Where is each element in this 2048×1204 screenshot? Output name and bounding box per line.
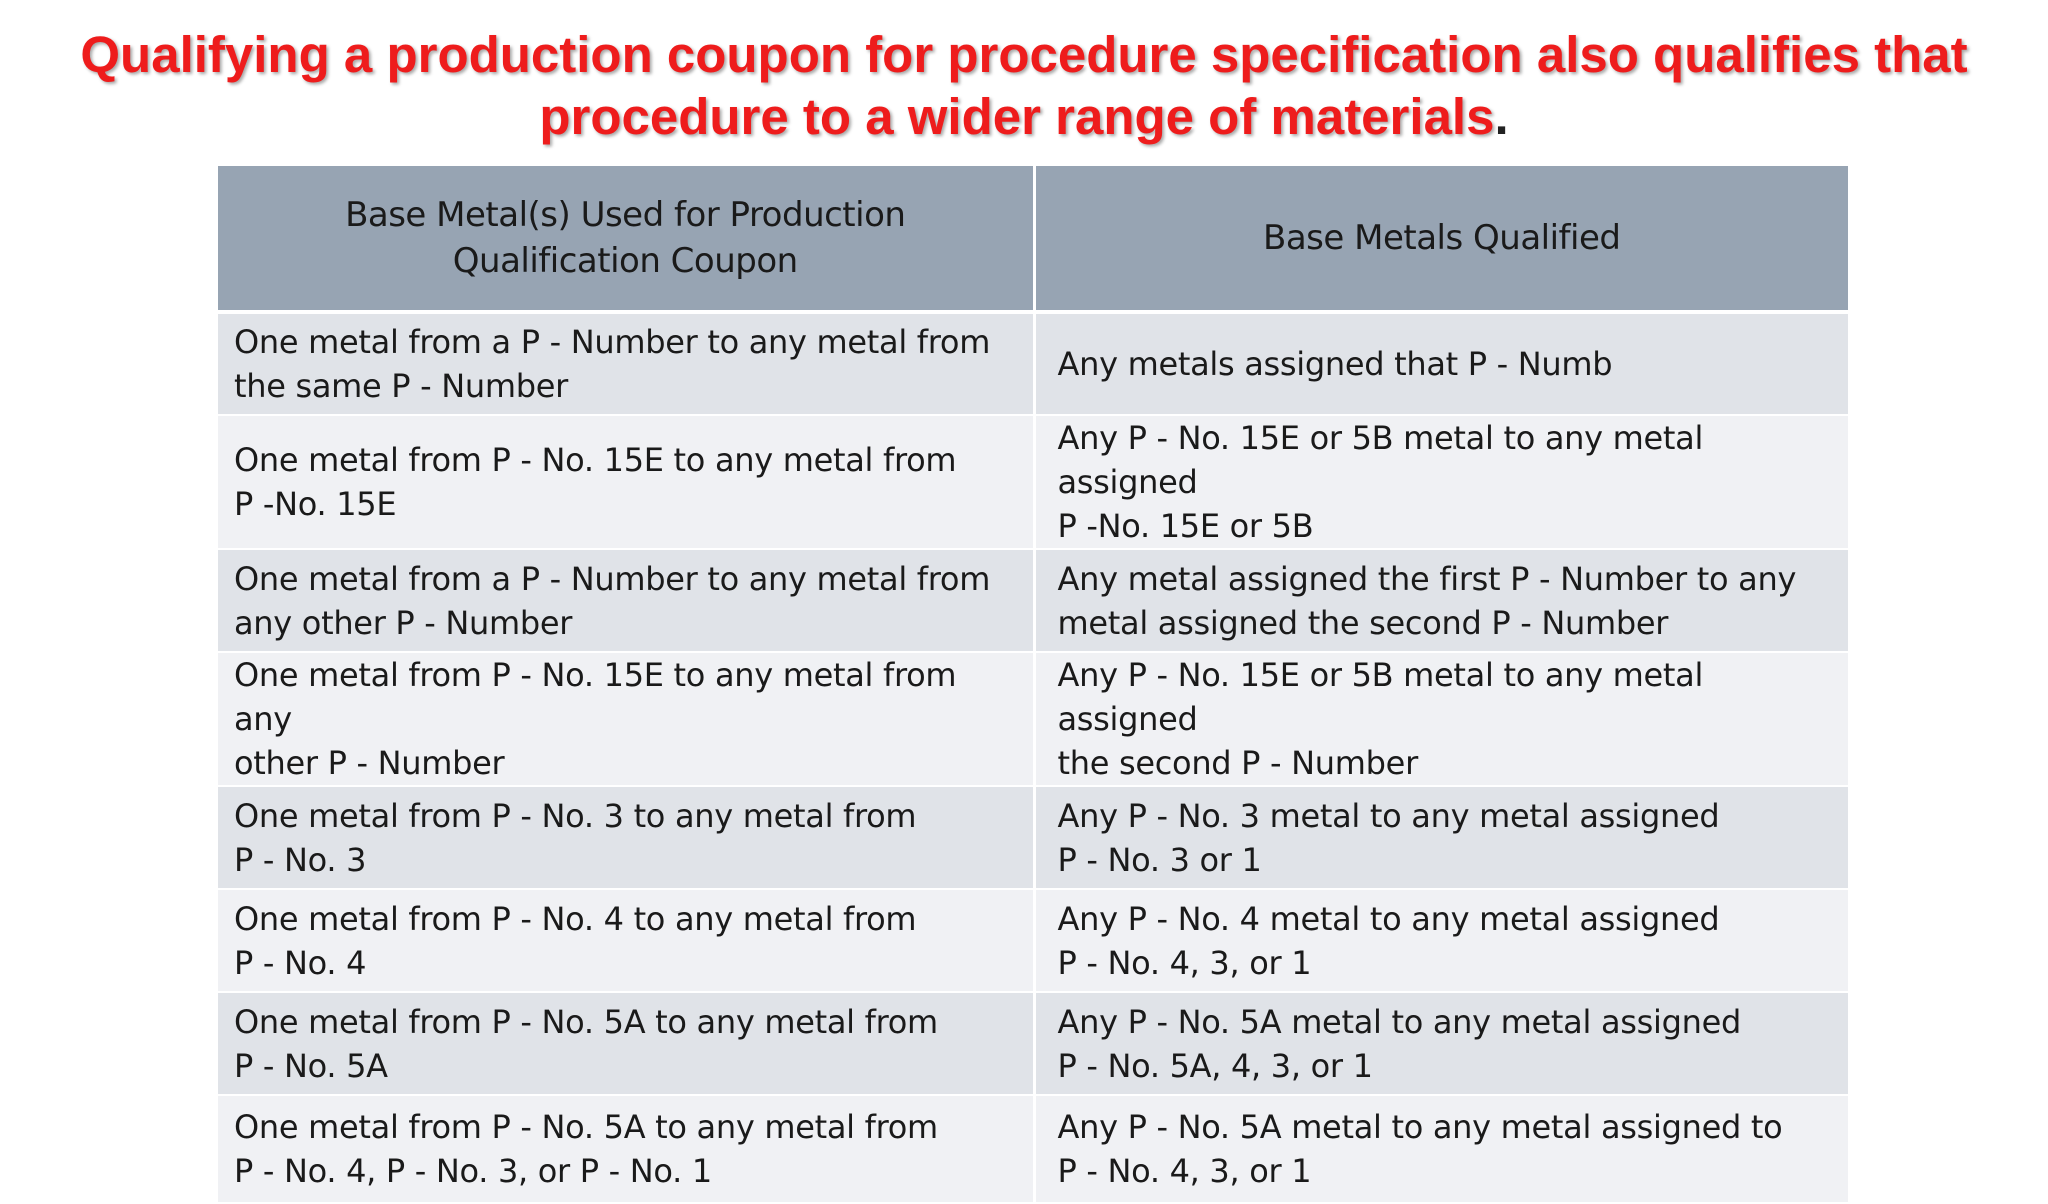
slide-title-period: . [1494, 88, 1509, 145]
coupon-cell: One metal from a P - Number to any metal from the same P - Number [218, 312, 1034, 415]
header-metals-qualified: Base Metals Qualified [1034, 166, 1848, 312]
table-row [218, 549, 1848, 652]
table-row [218, 992, 1848, 1095]
table-row [218, 889, 1848, 992]
coupon-cell: One metal from P - No. 15E to any metal from P -No. 15E [218, 415, 1034, 549]
qualified-cell: Any P - No. 15E or 5B metal to any metal assigned the second P - Number [1034, 652, 1848, 786]
qualified-cell: Any P - No. 4 metal to any metal assigned P - No. 4, 3, or 1 [1034, 889, 1848, 992]
slide-title [0, 24, 2048, 148]
coupon-cell: One metal from P - No. 5A to any metal from P - No. 4, P - No. 3, or P - No. 1 [218, 1095, 1034, 1203]
table-row [218, 1095, 1848, 1203]
table-row [218, 312, 1848, 415]
coupon-cell: One metal from P - No. 3 to any metal from P - No. 3 [218, 786, 1034, 889]
header-production-coupon: Base Metal(s) Used for Production Qualification Coupon [218, 166, 1034, 312]
coupon-cell: One metal from a P - Number to any metal from any other P - Number [218, 549, 1034, 652]
qualified-cell: Any P - No. 15E or 5B metal to any metal assigned P -No. 15E or 5B [1034, 415, 1848, 549]
coupon-cell: One metal from P - No. 5A to any metal from P - No. 5A [218, 992, 1034, 1095]
table-header-row [218, 166, 1848, 312]
base-metals-table [218, 166, 1848, 1204]
slide-title-text: Qualifying a production coupon for procedure specification also qualifies that procedure to a wider range of materials [80, 26, 1968, 145]
qualified-cell: Any metals assigned that P - Numb [1034, 312, 1848, 415]
qualified-cell: Any P - No. 5A metal to any metal assigned P - No. 5A, 4, 3, or 1 [1034, 992, 1848, 1095]
coupon-cell: One metal from P - No. 15E to any metal from any other P - Number [218, 652, 1034, 786]
qualified-cell: Any metal assigned the first P - Number to any metal assigned the second P - Number [1034, 549, 1848, 652]
table-row [218, 415, 1848, 549]
coupon-cell: One metal from P - No. 4 to any metal from P - No. 4 [218, 889, 1034, 992]
table-row [218, 652, 1848, 786]
table-row [218, 786, 1848, 889]
qualified-cell: Any P - No. 5A metal to any metal assigned to P - No. 4, 3, or 1 [1034, 1095, 1848, 1203]
qualified-cell: Any P - No. 3 metal to any metal assigned P - No. 3 or 1 [1034, 786, 1848, 889]
